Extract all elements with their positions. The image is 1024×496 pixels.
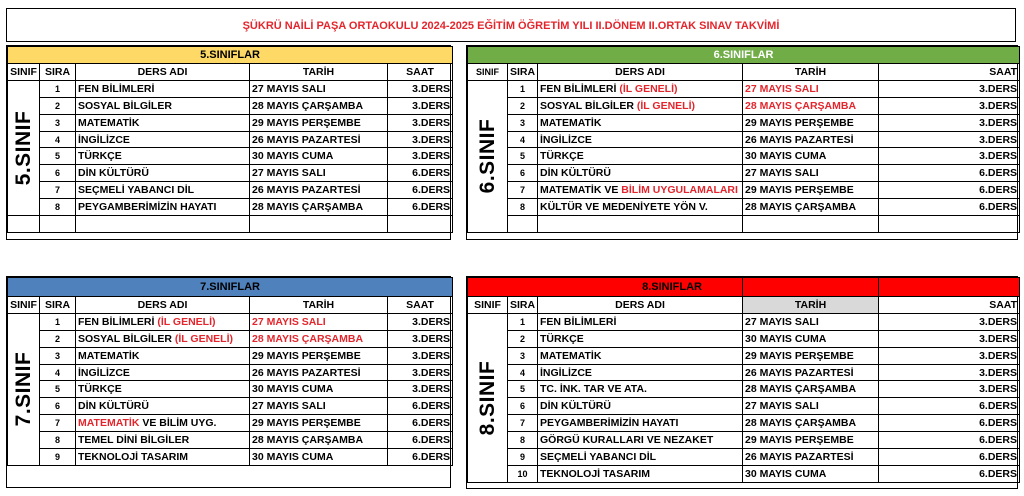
exam-date: 26 MAYIS PAZARTESİ bbox=[743, 449, 879, 466]
table-row bbox=[468, 330, 1020, 347]
header-tarih: TARİH bbox=[250, 297, 388, 314]
exam-period: 3.DERS bbox=[879, 381, 1020, 398]
table-row bbox=[8, 415, 453, 432]
row-number: 1 bbox=[508, 80, 538, 97]
row-number: 7 bbox=[508, 415, 538, 432]
course-name bbox=[76, 415, 250, 432]
exam-period: 3.DERS bbox=[388, 148, 453, 165]
exam-period: 6.DERS bbox=[879, 415, 1020, 432]
table-row bbox=[468, 465, 1020, 482]
exam-date: 28 MAYIS ÇARŞAMBA bbox=[250, 432, 388, 449]
exam-period: 6.DERS bbox=[879, 199, 1020, 216]
exam-period: 3.DERS bbox=[879, 97, 1020, 114]
course-name: TEKNOLOJİ TASARIM bbox=[538, 465, 743, 482]
row-number: 3 bbox=[40, 347, 76, 364]
row-number: 4 bbox=[40, 364, 76, 381]
table-row bbox=[8, 114, 453, 131]
exam-date: 29 MAYIS PERŞEMBE bbox=[743, 182, 879, 199]
exam-period: 3.DERS bbox=[879, 364, 1020, 381]
header-ders: DERS ADI bbox=[76, 64, 250, 81]
exam-period: 6.DERS bbox=[388, 165, 453, 182]
exam-period: 3.DERS bbox=[388, 364, 453, 381]
exam-date: 30 MAYIS CUMA bbox=[250, 449, 388, 466]
course-name: İNGİLİZCE bbox=[76, 364, 250, 381]
row-number: 3 bbox=[508, 114, 538, 131]
course-name: İNGİLİZCE bbox=[538, 131, 743, 148]
exam-period: 6.DERS bbox=[879, 432, 1020, 449]
row-number: 4 bbox=[508, 131, 538, 148]
exam-period: 3.DERS bbox=[388, 114, 453, 131]
course-name-note: (İL GENELİ) bbox=[636, 99, 695, 112]
header-saat: SAAT bbox=[388, 297, 453, 314]
table-row bbox=[468, 347, 1020, 364]
class-label: 7.SINIF bbox=[11, 352, 35, 427]
row-number: 4 bbox=[508, 364, 538, 381]
exam-date: 27 MAYIS SALI bbox=[743, 165, 879, 182]
course-name bbox=[76, 313, 250, 330]
course-name: FEN BİLİMLERİ bbox=[76, 80, 250, 97]
header-tarih: TARİH bbox=[743, 297, 879, 314]
row-number: 2 bbox=[40, 97, 76, 114]
course-name: DİN KÜLTÜRÜ bbox=[76, 398, 250, 415]
table-row-empty bbox=[8, 216, 453, 233]
exam-date: 28 MAYIS ÇARŞAMBA bbox=[743, 415, 879, 432]
panel-8-siniflar bbox=[466, 276, 1018, 489]
course-name: FEN BİLİMLERİ bbox=[538, 313, 743, 330]
course-name: İNGİLİZCE bbox=[538, 364, 743, 381]
course-name: KÜLTÜR VE MEDENİYETE YÖN V. bbox=[538, 199, 743, 216]
exam-date: 30 MAYIS CUMA bbox=[250, 381, 388, 398]
band-8-siniflar: 8.SINIFLAR bbox=[468, 278, 743, 297]
course-name: MATEMATİK bbox=[538, 347, 743, 364]
row-number: 2 bbox=[508, 330, 538, 347]
panel-7-siniflar bbox=[6, 276, 451, 488]
table-row bbox=[468, 364, 1020, 381]
class-label: 5.SINIF bbox=[11, 110, 35, 186]
header-saat: SAAT bbox=[879, 64, 1020, 81]
course-name-note: (İL GENELİ) bbox=[619, 82, 678, 95]
course-name: TC. İNK. TAR VE ATA. bbox=[538, 381, 743, 398]
course-name-text: SOSYAL BİLGİLER bbox=[540, 99, 637, 112]
exam-date: 30 MAYIS CUMA bbox=[743, 465, 879, 482]
exam-date: 26 MAYIS PAZARTESİ bbox=[743, 364, 879, 381]
table-row bbox=[468, 165, 1020, 182]
table-row bbox=[8, 199, 453, 216]
header-saat: SAAT bbox=[879, 297, 1020, 314]
course-name: GÖRGÜ KURALLARI VE NEZAKET bbox=[538, 432, 743, 449]
course-name: MATEMATİK bbox=[538, 114, 743, 131]
header-sinif: SINIF bbox=[8, 64, 40, 81]
course-name-text: MATEMATİK VE bbox=[540, 184, 622, 197]
exam-date: 27 MAYIS SALI bbox=[250, 398, 388, 415]
row-number: 1 bbox=[40, 80, 76, 97]
course-name: TÜRKÇE bbox=[76, 381, 250, 398]
course-name-text: FEN BİLİMLERİ bbox=[540, 82, 620, 95]
course-name-text: FEN BİLİMLERİ bbox=[78, 315, 158, 328]
row-number: 10 bbox=[508, 465, 538, 482]
exam-date: 30 MAYIS CUMA bbox=[250, 148, 388, 165]
row-number: 1 bbox=[508, 313, 538, 330]
row-number: 7 bbox=[508, 182, 538, 199]
exam-date: 29 MAYIS PERŞEMBE bbox=[250, 415, 388, 432]
exam-date: 29 MAYIS PERŞEMBE bbox=[743, 432, 879, 449]
table-row bbox=[8, 381, 453, 398]
table-row bbox=[8, 80, 453, 97]
table-row bbox=[8, 347, 453, 364]
table-row bbox=[468, 131, 1020, 148]
header-ders: DERS ADI bbox=[538, 297, 743, 314]
panel-5-siniflar bbox=[6, 45, 451, 240]
table-row bbox=[8, 432, 453, 449]
table-row bbox=[468, 313, 1020, 330]
exam-period: 3.DERS bbox=[879, 131, 1020, 148]
exam-date: 27 MAYIS SALI bbox=[250, 313, 388, 330]
class-label: 6.SINIF bbox=[475, 119, 499, 194]
exam-period: 3.DERS bbox=[388, 381, 453, 398]
exam-date: 26 MAYIS PAZARTESİ bbox=[250, 131, 388, 148]
table-row bbox=[468, 80, 1020, 97]
exam-date: 27 MAYIS SALI bbox=[250, 165, 388, 182]
exam-date: 29 MAYIS PERŞEMBE bbox=[743, 347, 879, 364]
table-row bbox=[468, 381, 1020, 398]
exam-date: 29 MAYIS PERŞEMBE bbox=[743, 114, 879, 131]
exam-period: 3.DERS bbox=[388, 347, 453, 364]
header-tarih: TARİH bbox=[743, 64, 879, 81]
exam-date: 30 MAYIS CUMA bbox=[743, 330, 879, 347]
course-name: TEKNOLOJİ TASARIM bbox=[76, 449, 250, 466]
band-5-siniflar: 5.SINIFLAR bbox=[8, 47, 453, 64]
course-name: İNGİLİZCE bbox=[76, 131, 250, 148]
table-row bbox=[8, 398, 453, 415]
exam-date: 28 MAYIS ÇARŞAMBA bbox=[743, 381, 879, 398]
class-label-cell bbox=[8, 80, 40, 215]
header-sira: SIRA bbox=[508, 64, 538, 81]
exam-period: 3.DERS bbox=[879, 114, 1020, 131]
table-row-empty bbox=[468, 216, 1020, 233]
course-name: SEÇMELİ YABANCI DİL bbox=[76, 182, 250, 199]
table-row bbox=[468, 398, 1020, 415]
course-name-note: (İL GENELİ) bbox=[157, 315, 216, 328]
exam-date: 28 MAYIS ÇARŞAMBA bbox=[743, 97, 879, 114]
exam-date: 29 MAYIS PERŞEMBE bbox=[250, 114, 388, 131]
class-label-cell bbox=[468, 80, 508, 232]
schedule-table-8 bbox=[467, 277, 1020, 483]
table-row bbox=[8, 182, 453, 199]
exam-period: 3.DERS bbox=[879, 330, 1020, 347]
table-row bbox=[8, 364, 453, 381]
table-row bbox=[468, 97, 1020, 114]
exam-date: 28 MAYIS ÇARŞAMBA bbox=[743, 199, 879, 216]
exam-period: 6.DERS bbox=[879, 165, 1020, 182]
row-number: 6 bbox=[508, 398, 538, 415]
row-number: 7 bbox=[40, 182, 76, 199]
exam-date: 29 MAYIS PERŞEMBE bbox=[250, 347, 388, 364]
course-name: SEÇMELİ YABANCI DİL bbox=[538, 449, 743, 466]
course-name bbox=[538, 182, 743, 199]
page-title: ŞÜKRÜ NAİLİ PAŞA ORTAOKULU 2024-2025 EĞİTİM ÖĞRETİM YILI II.DÖNEM II.ORTAK SINAV TAKVİMİ bbox=[6, 8, 1016, 42]
exam-period: 6.DERS bbox=[388, 432, 453, 449]
exam-period: 3.DERS bbox=[879, 80, 1020, 97]
row-number: 2 bbox=[40, 330, 76, 347]
course-name: SOSYAL BİLGİLER bbox=[76, 97, 250, 114]
schedule-table-7 bbox=[7, 277, 453, 466]
table-row bbox=[468, 415, 1020, 432]
header-sira: SIRA bbox=[40, 297, 76, 314]
exam-date: 26 MAYIS PAZARTESİ bbox=[250, 364, 388, 381]
exam-date: 28 MAYIS ÇARŞAMBA bbox=[250, 330, 388, 347]
header-sira: SIRA bbox=[508, 297, 538, 314]
row-number: 6 bbox=[40, 165, 76, 182]
row-number: 3 bbox=[40, 114, 76, 131]
exam-period: 3.DERS bbox=[879, 347, 1020, 364]
row-number: 5 bbox=[508, 148, 538, 165]
table-row bbox=[8, 165, 453, 182]
row-number: 5 bbox=[40, 148, 76, 165]
table-row bbox=[468, 449, 1020, 466]
exam-period: 3.DERS bbox=[879, 148, 1020, 165]
exam-period: 6.DERS bbox=[879, 465, 1020, 482]
row-number: 9 bbox=[508, 449, 538, 466]
exam-date: 27 MAYIS SALI bbox=[250, 80, 388, 97]
course-name: MATEMATİK bbox=[76, 114, 250, 131]
exam-period: 6.DERS bbox=[879, 398, 1020, 415]
exam-date: 27 MAYIS SALI bbox=[743, 398, 879, 415]
course-name bbox=[538, 97, 743, 114]
schedule-table-5 bbox=[7, 46, 453, 233]
table-row bbox=[468, 148, 1020, 165]
course-name: TÜRKÇE bbox=[76, 148, 250, 165]
course-name: TÜRKÇE bbox=[538, 330, 743, 347]
row-number: 6 bbox=[40, 398, 76, 415]
exam-period: 6.DERS bbox=[879, 449, 1020, 466]
course-name: MATEMATİK bbox=[76, 347, 250, 364]
table-row bbox=[8, 330, 453, 347]
header-ders: DERS ADI bbox=[76, 297, 250, 314]
row-number: 8 bbox=[40, 432, 76, 449]
exam-date: 26 MAYIS PAZARTESİ bbox=[250, 182, 388, 199]
table-row bbox=[8, 148, 453, 165]
class-label-cell bbox=[8, 313, 40, 465]
table-row bbox=[8, 97, 453, 114]
exam-date: 27 MAYIS SALI bbox=[743, 80, 879, 97]
table-row bbox=[468, 199, 1020, 216]
exam-date: 28 MAYIS ÇARŞAMBA bbox=[250, 97, 388, 114]
course-name-note: MATEMATİK bbox=[78, 417, 140, 430]
row-number: 9 bbox=[40, 449, 76, 466]
table-row bbox=[468, 182, 1020, 199]
exam-period: 6.DERS bbox=[388, 199, 453, 216]
row-number: 4 bbox=[40, 131, 76, 148]
row-number: 3 bbox=[508, 347, 538, 364]
header-sinif: SINIF bbox=[468, 297, 508, 314]
course-name: PEYGAMBERİMİZİN HAYATI bbox=[538, 415, 743, 432]
table-row bbox=[468, 114, 1020, 131]
course-name-text: SOSYAL BİLGİLER bbox=[78, 332, 175, 345]
course-name: DİN KÜLTÜRÜ bbox=[538, 398, 743, 415]
exam-date: 30 MAYIS CUMA bbox=[743, 148, 879, 165]
course-name: TÜRKÇE bbox=[538, 148, 743, 165]
course-name-text: VE BİLİM UYG. bbox=[139, 417, 217, 430]
exam-period: 6.DERS bbox=[388, 415, 453, 432]
row-number: 6 bbox=[508, 165, 538, 182]
course-name bbox=[538, 80, 743, 97]
schedule-table-6 bbox=[467, 46, 1020, 233]
course-name-note: (İL GENELİ) bbox=[174, 332, 233, 345]
course-name: DİN KÜLTÜRÜ bbox=[76, 165, 250, 182]
row-number: 7 bbox=[40, 415, 76, 432]
exam-period: 6.DERS bbox=[388, 398, 453, 415]
header-sinif: SINIF bbox=[8, 297, 40, 314]
header-saat: SAAT bbox=[388, 64, 453, 81]
exam-date: 27 MAYIS SALI bbox=[743, 313, 879, 330]
row-number: 1 bbox=[40, 313, 76, 330]
table-row bbox=[8, 131, 453, 148]
header-ders: DERS ADI bbox=[538, 64, 743, 81]
panel-6-siniflar bbox=[466, 45, 1018, 240]
course-name: PEYGAMBERİMİZİN HAYATI bbox=[76, 199, 250, 216]
exam-period: 3.DERS bbox=[388, 97, 453, 114]
row-number: 8 bbox=[40, 199, 76, 216]
exam-period: 3.DERS bbox=[388, 131, 453, 148]
exam-period: 3.DERS bbox=[388, 80, 453, 97]
exam-period: 3.DERS bbox=[879, 313, 1020, 330]
exam-date: 26 MAYIS PAZARTESİ bbox=[743, 131, 879, 148]
row-number: 2 bbox=[508, 97, 538, 114]
row-number: 8 bbox=[508, 432, 538, 449]
header-sinif: SINIF bbox=[468, 64, 508, 81]
course-name: TEMEL DİNİ BİLGİLER bbox=[76, 432, 250, 449]
row-number: 8 bbox=[508, 199, 538, 216]
course-name: DİN KÜLTÜRÜ bbox=[538, 165, 743, 182]
row-number: 5 bbox=[508, 381, 538, 398]
course-name-note: BİLİM UYGULAMALARI bbox=[621, 184, 738, 197]
table-row bbox=[468, 432, 1020, 449]
header-sira: SIRA bbox=[40, 64, 76, 81]
table-row bbox=[8, 313, 453, 330]
exam-period: 3.DERS bbox=[388, 330, 453, 347]
exam-period: 6.DERS bbox=[388, 182, 453, 199]
exam-date: 28 MAYIS ÇARŞAMBA bbox=[250, 199, 388, 216]
exam-period: 6.DERS bbox=[879, 182, 1020, 199]
exam-period: 3.DERS bbox=[388, 313, 453, 330]
course-name bbox=[76, 330, 250, 347]
row-number: 5 bbox=[40, 381, 76, 398]
class-label: 8.SINIF bbox=[475, 360, 499, 436]
header-tarih: TARİH bbox=[250, 64, 388, 81]
table-row bbox=[8, 449, 453, 466]
exam-period: 6.DERS bbox=[388, 449, 453, 466]
band-6-siniflar: 6.SINIFLAR bbox=[468, 47, 1020, 64]
class-label-cell bbox=[468, 313, 508, 482]
band-7-siniflar: 7.SINIFLAR bbox=[8, 278, 453, 297]
